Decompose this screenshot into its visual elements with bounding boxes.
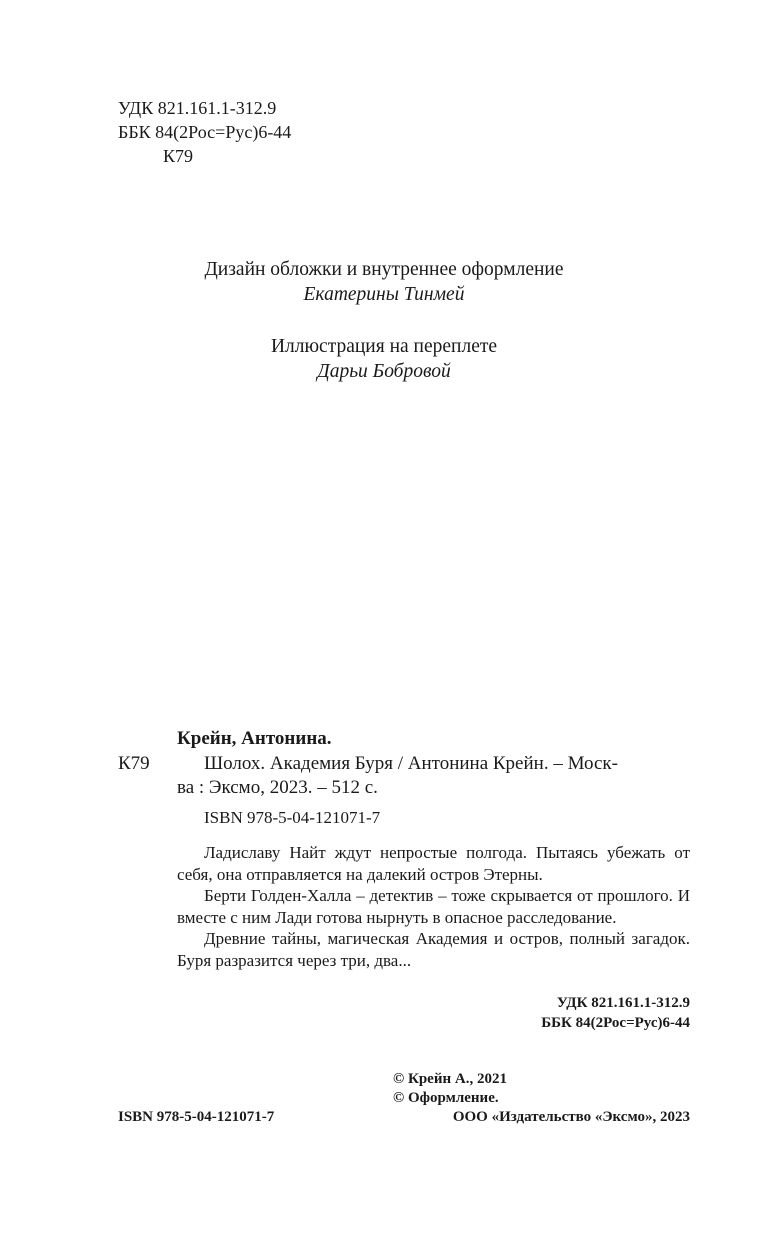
footer-isbn: ISBN 978-5-04-121071-7: [118, 1109, 275, 1125]
copyright-publisher: ООО «Издательство «Эксмо», 2023: [452, 1109, 690, 1125]
bbk-code: ББК 84(2Рос=Рус)6-44: [118, 122, 292, 142]
author-mark-code: К79: [118, 753, 150, 774]
author-mark: К79: [163, 146, 194, 166]
design-name: Екатерины Тинмей: [303, 284, 465, 305]
illustration-name: Дарьи Бобровой: [317, 361, 451, 382]
bib-title-line: Шолох. Академия Буря / Антонина Крейн. – Моск-: [204, 753, 618, 774]
design-label: Дизайн обложки и внутреннее оформление: [204, 259, 564, 280]
bib-publisher-line: ва : Эксмо, 2023. – 512 с.: [177, 777, 378, 798]
udk-code-right: УДК 821.161.1-312.9: [556, 995, 690, 1011]
annotation-paragraph: Древние тайны, магическая Академия и остров, полный загадок. Буря разразится через три, два...: [177, 929, 690, 970]
bbk-code-right: ББК 84(2Рос=Рус)6-44: [541, 1015, 690, 1031]
illustration-label: Иллюстрация на переплете: [270, 336, 498, 357]
annotation-paragraph: Ладиславу Найт ждут непростые полгода. Пытаясь убежать от себя, она отправляется на далекий остров Этерны.: [177, 843, 690, 884]
copyright-author: © Крейн А., 2021: [393, 1071, 507, 1087]
book-author: Крейн, Антонина.: [177, 728, 332, 749]
udk-code: УДК 821.161.1-312.9: [118, 98, 277, 118]
annotation-paragraph: Берти Голден-Халла – детектив – тоже скрывается от прошлого. И вместе с ним Лади готова нырнуть в опасное расследование.: [177, 886, 690, 927]
annotation: [177, 842, 690, 971]
bib-isbn: ISBN 978-5-04-121071-7: [204, 808, 381, 827]
copyright-design: © Оформление.: [393, 1090, 499, 1106]
